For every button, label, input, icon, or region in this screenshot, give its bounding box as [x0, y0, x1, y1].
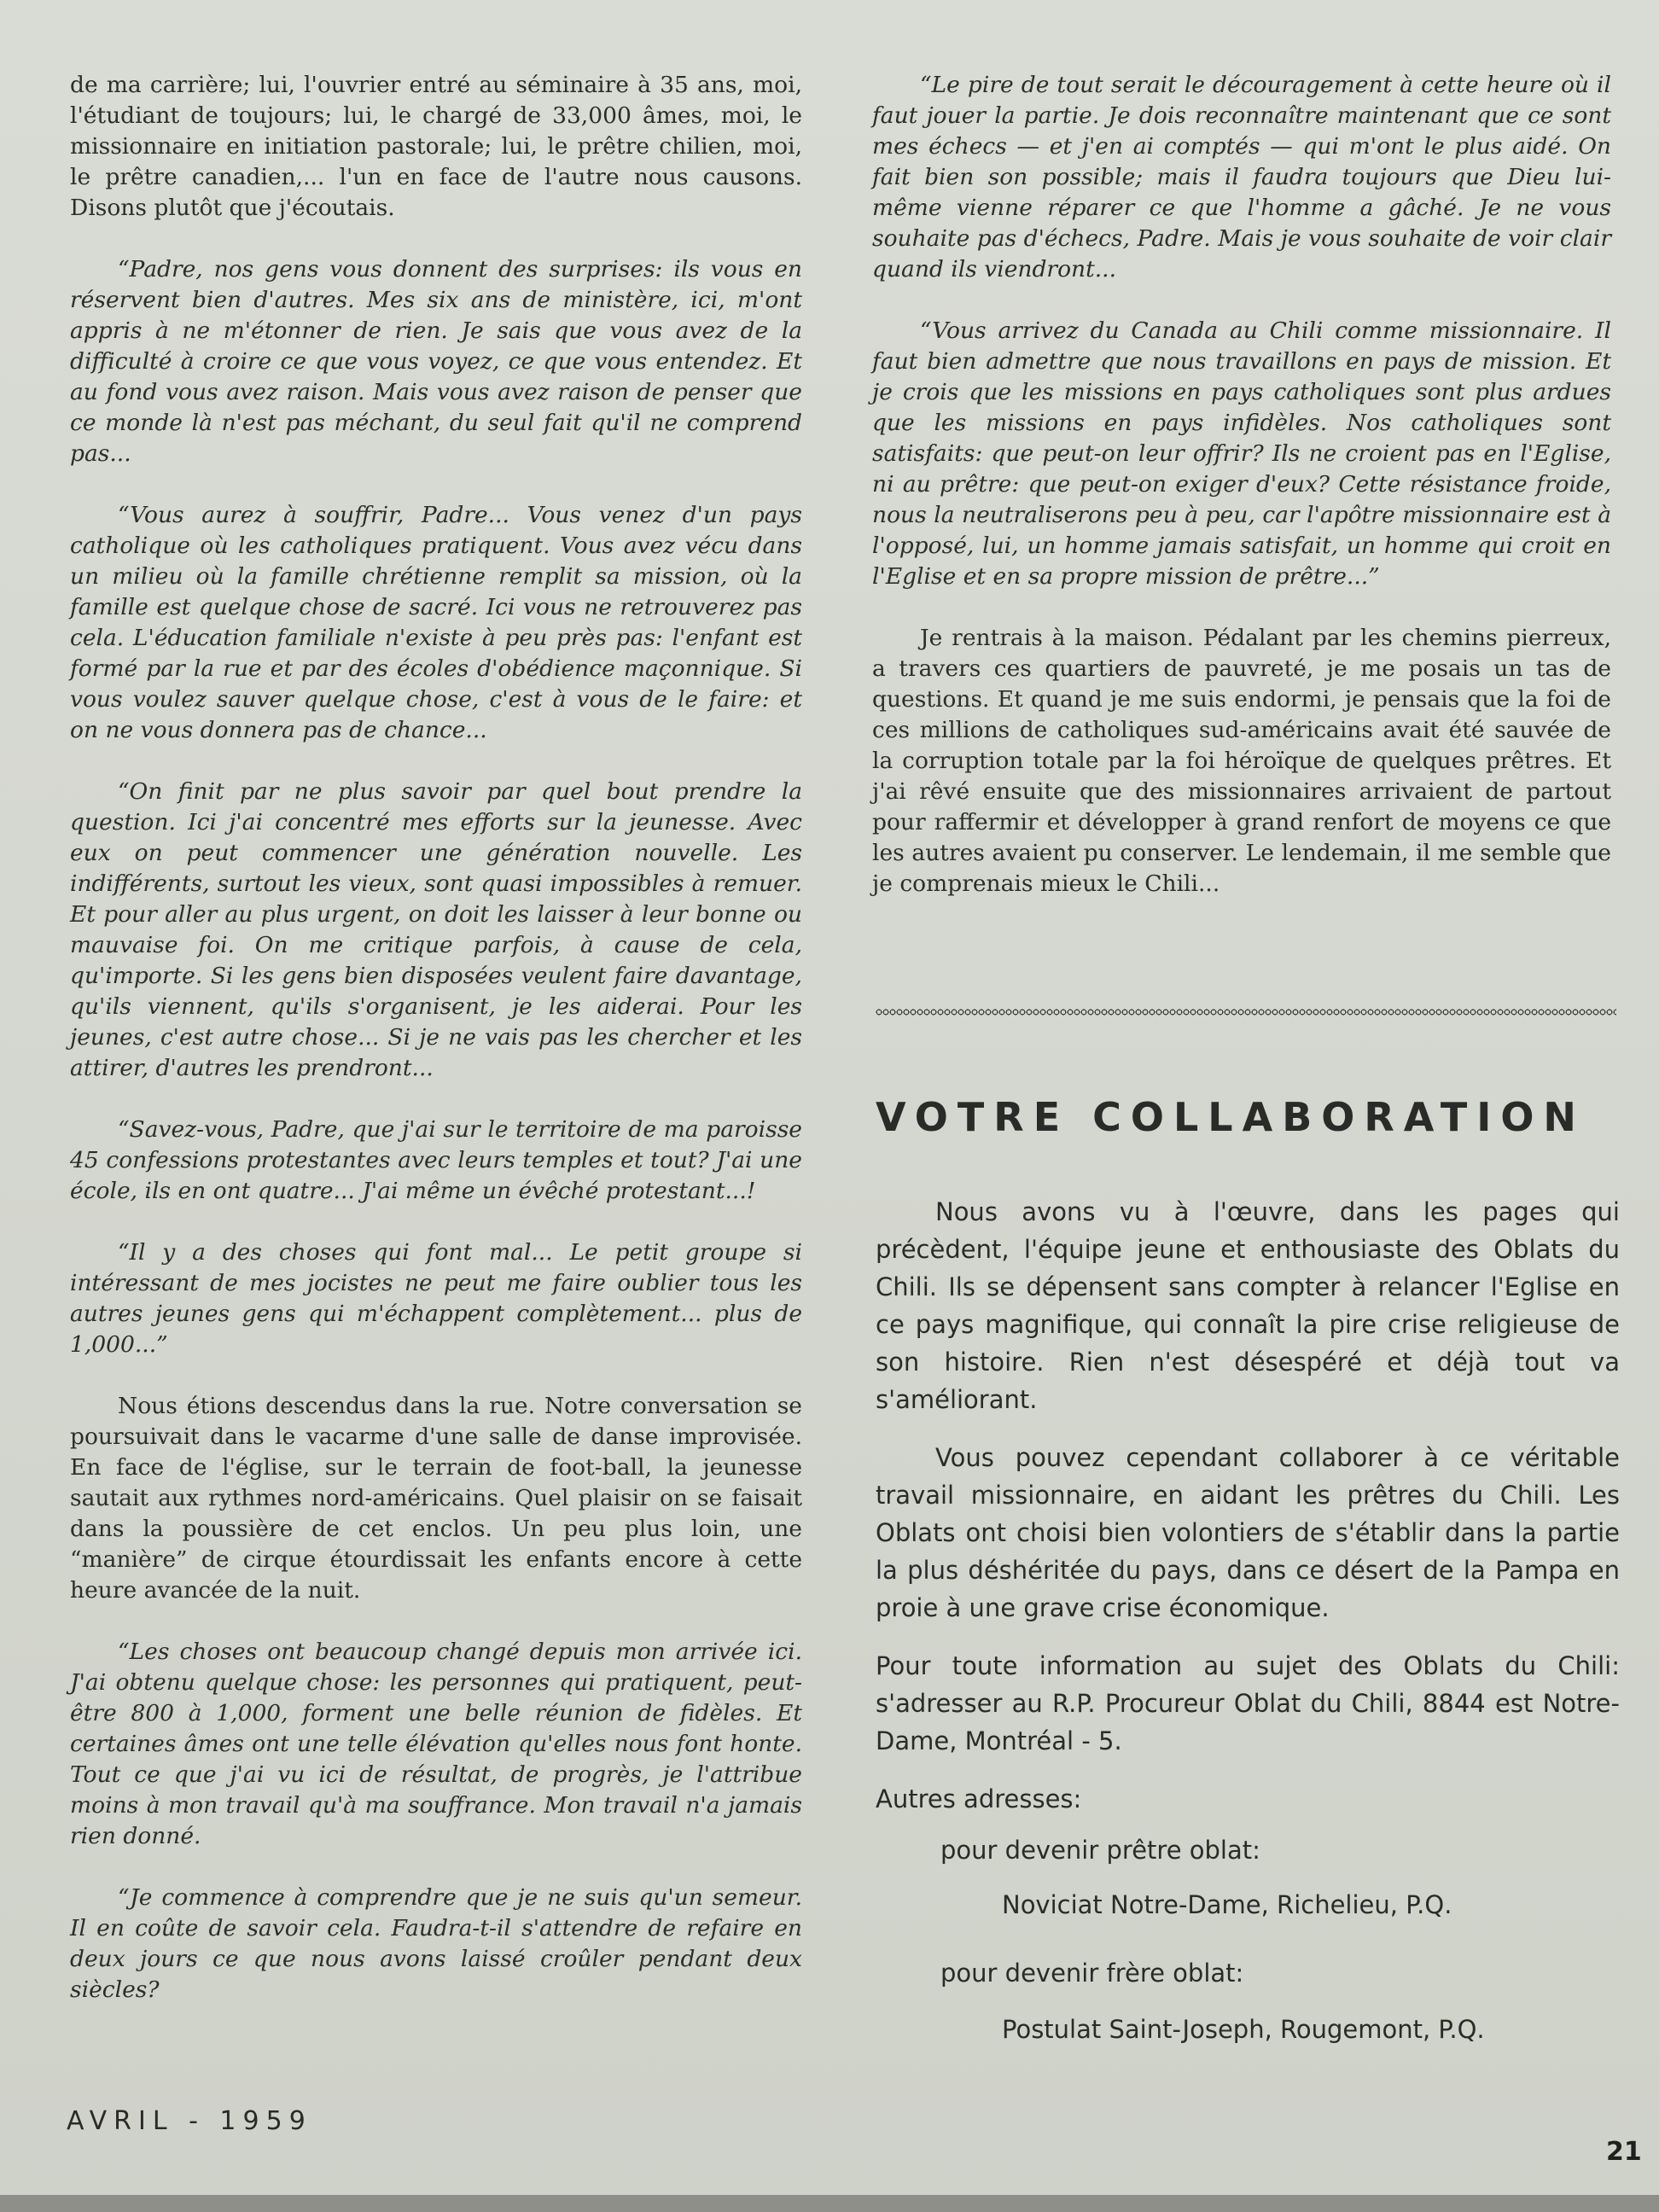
collaboration-section	[876, 1193, 1620, 2048]
left-quote-2: “Vous aurez à souffrir, Padre... Vous venez d'un pays catholique où les catholiques pratiquent. Vous avez vécu dans un milieu où la famille chrétienne remplit sa mission, où la famille est quelque chose de sacré. Ici vous ne retrouverez pas cela. L'éducation familiale n'existe à peu près pas: l'enfant est formé par la rue et par des écoles d'obédience maçonnique. Si vous voulez sauver quelque chose, c'est à vous de le faire: et on ne vous donnera pas de chance...	[70, 502, 802, 743]
left-paragraph-narrative: Nous étions descendus dans la rue. Notre conversation se poursuivait dans le vacarme d'une salle de danse improvisée. En face de l'église, sur le terrain de foot-ball, la jeunesse sautait aux rythmes nord-américains. Quel plaisir on se faisait dans la poussière de cet enclos. Un peu plus loin, une “manière” de cirque étourdissait les enfants encore à cette heure avancée de la nuit.	[70, 1393, 802, 1604]
left-quote-1: “Padre, nos gens vous donnent des surprises: ils vous en réservent bien d'autres. Mes six ans de ministère, ici, m'ont appris à ne m'étonner de rien. Je sais que vous avez de la difficulté à croire ce que vous voyez, ce que vous entendez. Et au fond vous avez raison. Mais vous avez raison de penser que ce monde là n'est pas méchant, du seul fait qu'il ne comprend pas...	[70, 256, 802, 467]
page-bottom-edge	[0, 2195, 1659, 2212]
right-quote-2: “Vous arrivez du Canada au Chili comme missionnaire. Il faut bien admettre que nous travaillons en pays de mission. Et je crois que les missions en pays catholiques sont plus ardues que les missions en pays infidèles. Nos catholiques sont satisfaits: que peut-on leur offrir? Ils ne croient pas en l'Eglise, ni au prêtre: que peut-on exiger d'eux? Cette résistance froide, nous la neutraliserons peu à peu, car l'apôtre missionnaire est à l'opposé, lui, un homme jamais satisfait, un homme qui croit en l'Eglise et en sa propre mission de prêtre...”	[872, 317, 1611, 590]
brother-label: pour devenir frère oblat:	[940, 1959, 1244, 1988]
right-paragraph-narrative: Je rentrais à la maison. Pédalant par les chemins pierreux, a travers ces quartiers de pauvreté, je me posais un tas de questions. Et quand je me suis endormi, je pensais que la foi de ces millions de catholiques sud-américains avait été sauvée de la corruption totale par la foi héroïque de quelques prêtres. Et j'ai rêvé ensuite que des missionnaires arrivaient de partout pour raffermir et développer à grand renfort de moyens ce que les autres avaient pu conserver. Le lendemain, il me semble que je comprenais mieux le Chili...	[872, 625, 1611, 897]
left-quote-7: “Je commence à comprendre que je ne suis qu'un semeur. Il en coûte de savoir cela. Faudra-t-il s'attendre de refaire en deux jours ce que nous avons laissé croûler pendant deux siècles?	[70, 1884, 802, 2003]
right-quote-1: “Le pire de tout serait le découragement à cette heure où il faut jouer la partie. Je dois reconnaître maintenant que ce sont mes échecs — et j'en ai comptés — qui m'ont le plus aidé. On fait bien son possible; mais il faudra toujours que Dieu lui-même vienne réparer ce que l'homme a gâché. Je ne vous souhaite pas d'échecs, Padre. Mais je vous souhaite de voir clair quand ils viendront...	[872, 72, 1611, 282]
left-paragraph-1: de ma carrière; lui, l'ouvrier entré au séminaire à 35 ans, moi, l'étudiant de toujours; lui, le chargé de 33,000 âmes, moi, le missionnaire en initiation pastorale; lui, le prêtre chilien, moi, le prêtre canadien,... l'un en face de l'autre nous causons. Disons plutôt que j'écoutais.	[70, 72, 802, 221]
collaboration-contact: Pour toute information au sujet des Oblats du Chili: s'adresser au R.P. Procureur Oblat du Chili, 8844 est Notre-Dame, Montréal - 5.	[876, 1651, 1620, 1755]
collaboration-paragraph-2: Vous pouvez cependant collaborer à ce véritable travail missionnaire, en aidant les prêtres du Chili. Les Oblats ont choisi bien volontiers de s'établir dans la partie la plus déshéritée du pays, dans ce désert de la Pampa en proie à une grave crise économique.	[876, 1443, 1620, 1622]
left-quote-3: “On finit par ne plus savoir par quel bout prendre la question. Ici j'ai concentré mes efforts sur la jeunesse. Avec eux on peut commencer une génération nouvelle. Les indifférents, surtout les vieux, sont quasi impossibles à remuer. Et pour aller au plus urgent, on doit les laisser à leur bonne ou mauvaise foi. On me critique parfois, à cause de cela, qu'importe. Si les gens bien disposées veulent faire davantage, qu'ils viennent, qu'ils s'organisent, je les aiderai. Pour les jeunes, c'est autre chose... Si je ne vais pas les chercher et les attirer, d'autres les prendront...	[70, 778, 802, 1081]
left-quote-6: “Les choses ont beaucoup changé depuis mon arrivée ici. J'ai obtenu quelque chose: les personnes qui pratiquent, peut-être 800 à 1,000, forment une belle réunion de fidèles. Et certaines âmes ont une telle élévation qu'elles nous font honte. Tout ce que j'ai vu ici de résultat, de progrès, je l'attribue moins à mon travail qu'à ma souffrance. Mon travail n'a jamais rien donné.	[70, 1639, 802, 1849]
other-addresses-label: Autres adresses:	[876, 1784, 1082, 1813]
right-column	[872, 70, 1611, 930]
left-quote-5: “Il y a des choses qui font mal... Le petit groupe si intéressant de mes jocistes ne peut me faire oublier tous les autres jeunes gens qui m'échappent complètement... plus de 1,000...”	[70, 1239, 802, 1358]
collaboration-paragraph-1: Nous avons vu à l'œuvre, dans les pages qui précèdent, l'équipe jeune et enthousiaste des Oblats du Chili. Ils se dépensent sans compter à relancer l'Eglise en ce pays magnifique, qui connaît la pire crise religieuse de son histoire. Rien n'est désespéré et déjà tout va s'améliorant.	[876, 1197, 1620, 1414]
page-number: 21	[1606, 2137, 1642, 2167]
ornamental-divider	[876, 1007, 1616, 1017]
priest-address: Noviciat Notre-Dame, Richelieu, P.Q.	[1002, 1890, 1452, 1919]
priest-label: pour devenir prêtre oblat:	[940, 1836, 1260, 1865]
collaboration-heading: VOTRE COLLABORATION	[876, 1094, 1586, 1140]
issue-date: AVRIL - 1959	[67, 2106, 312, 2136]
left-column	[70, 70, 802, 2036]
brother-address: Postulat Saint-Joseph, Rougemont, P.Q.	[1002, 2015, 1485, 2044]
left-quote-4: “Savez-vous, Padre, que j'ai sur le territoire de ma paroisse 45 confessions protestantes avec leurs temples et tout? J'ai une école, ils en ont quatre... J'ai même un évêché protestant...!	[70, 1116, 802, 1204]
